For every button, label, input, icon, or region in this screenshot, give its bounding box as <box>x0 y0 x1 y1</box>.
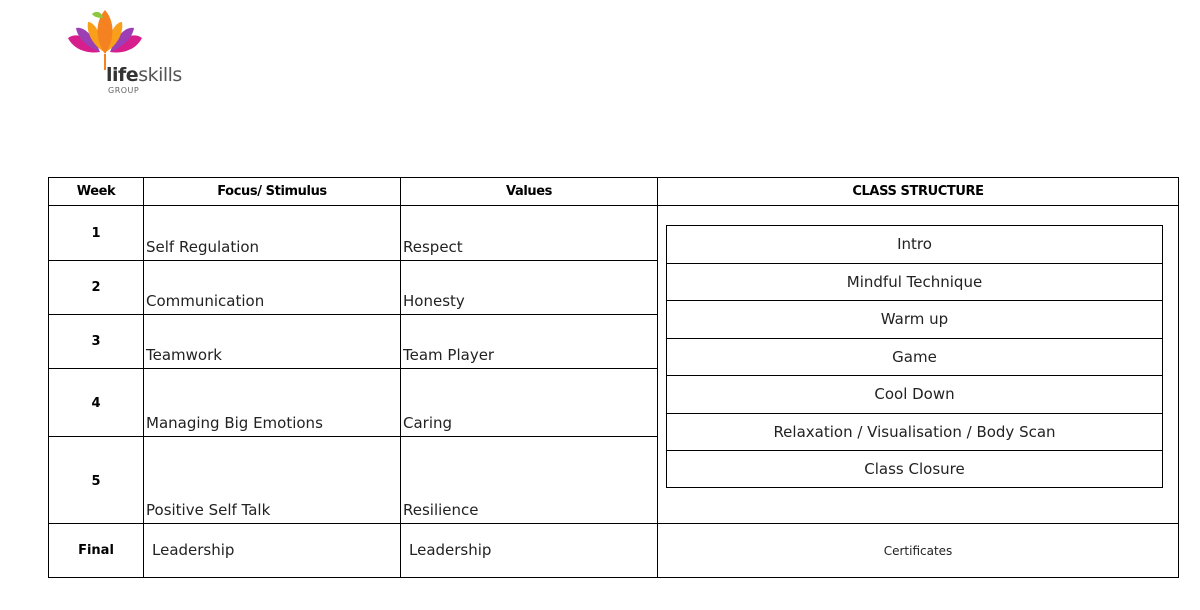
header-values: Values <box>506 184 552 199</box>
class-structure-item: Class Closure <box>864 460 965 478</box>
value-cell: Caring <box>403 414 453 432</box>
header-class-structure: CLASS STRUCTURE <box>852 184 984 199</box>
week-final: Final <box>78 543 114 558</box>
row-divider <box>49 436 658 437</box>
focus-cell: Positive Self Talk <box>146 501 271 519</box>
column-divider <box>143 178 144 577</box>
value-cell: Team Player <box>403 346 495 364</box>
week-number: 4 <box>91 396 101 411</box>
value-cell: Respect <box>403 238 463 256</box>
row-divider <box>49 314 658 315</box>
class-structure-list <box>666 225 1163 488</box>
week-number: 1 <box>91 226 101 241</box>
class-structure-item: Mindful Technique <box>667 264 1162 302</box>
row-divider <box>49 260 658 261</box>
focus-cell: Leadership <box>152 541 235 559</box>
week-number: 2 <box>91 280 101 295</box>
focus-cell: Communication <box>146 292 265 310</box>
logo-word-group: GROUP <box>108 86 140 95</box>
row-divider <box>49 368 658 369</box>
lotus-flower-icon <box>66 8 146 70</box>
class-structure-item: Intro <box>667 226 1162 264</box>
certificates-cell: Certificates <box>883 544 953 558</box>
class-schedule-table <box>48 177 1179 578</box>
lifeskills-logo <box>62 8 192 98</box>
header-focus: Focus/ Stimulus <box>217 184 327 199</box>
logo-wordmark <box>106 64 182 86</box>
value-cell: Resilience <box>403 501 479 519</box>
class-structure-item: Warm up <box>667 301 1162 339</box>
value-cell: Honesty <box>403 292 465 310</box>
header-divider <box>49 205 1178 206</box>
header-week: Week <box>76 184 116 199</box>
focus-cell: Teamwork <box>146 346 222 364</box>
value-cell: Leadership <box>409 541 492 559</box>
focus-cell: Self Regulation <box>146 238 260 256</box>
logo-word-skills: skills <box>138 64 182 86</box>
column-divider <box>400 178 401 577</box>
class-structure-item: Game <box>667 339 1162 377</box>
class-structure-item: Cool Down <box>667 376 1162 414</box>
week-number: 3 <box>91 334 101 349</box>
week-number: 5 <box>91 474 101 489</box>
focus-cell: Managing Big Emotions <box>146 414 323 432</box>
class-structure-item: Relaxation / Visualisation / Body Scan <box>667 414 1162 452</box>
row-divider <box>49 523 1178 524</box>
logo-word-life: life <box>106 64 139 86</box>
column-divider <box>657 178 658 577</box>
